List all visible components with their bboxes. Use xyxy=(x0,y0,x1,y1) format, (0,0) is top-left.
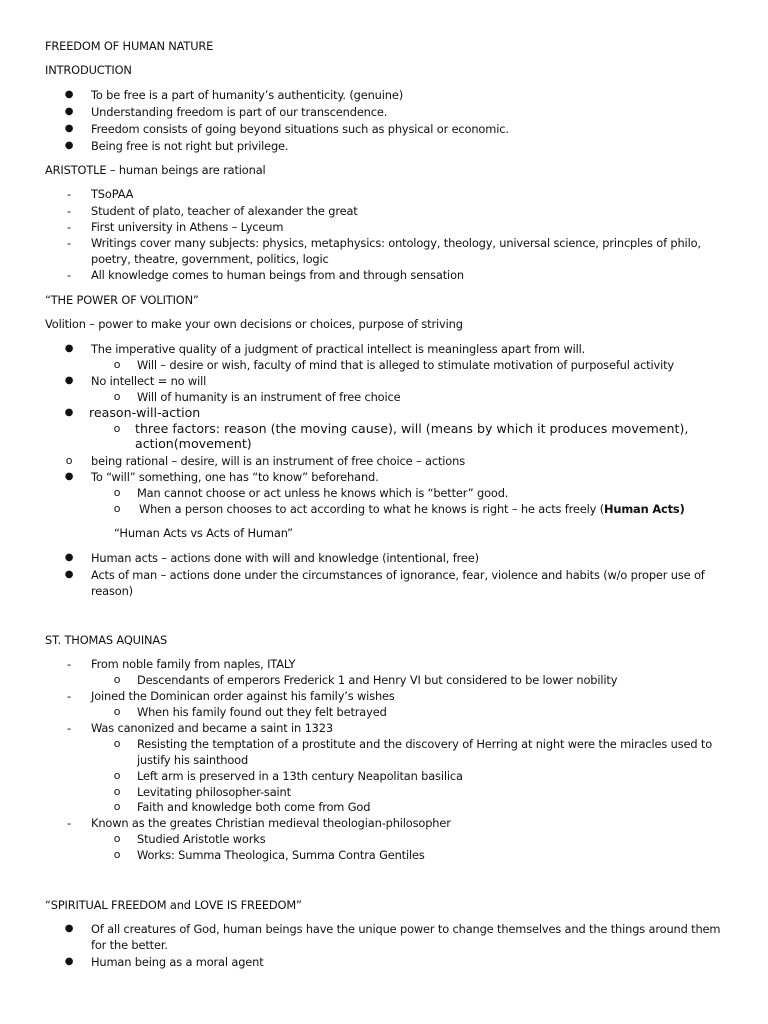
document-page: FREEDOM OF HUMAN NATURE INTRODUCTION ● To be free is a part of humanity’s authenticity. (genuine) ● Understanding freedom is part of our transcendence. ● Freedom consists of going beyond situations such as physical or economic. ● Being free is not right but privilege. ARISTOTLE – human beings are rational - TSoPAA - Student of plato, teacher of alexander the great - First university in Athens – Lyceum - Writings cover many subjects: physics, metaphysics: ontology, theology, universal science, princples of philo, poetry, theatre, government, politics, logic - All knowledge comes to human beings from and through sensation “THE POWER OF VOLITION” Volition – power to make your own decisions or choices, purpose of striving ● The imperative quality of a judgment of practical intellect is meaningless apart from will. o Will – desire or wish, faculty of mind that is alleged to stimulate motivation of purposeful activity ● No intellect = no will o Will of humanity is an instrument of free choice ● reason-will-action o three factors: reason (the moving cause), will (means by which it produces movement), action(movement) o being rational – desire, will is an instrument of free choice – actions ● To “will” something, one has “to know” beforehand. o Man cannot choose or act unless he knows which is “better” good. o When a person chooses to act according to what he knows is right – he acts freely (Human Acts) “Human Acts vs Acts of Human” ● Human acts – actions done with will and knowledge (intentional, free) ● Acts of man – actions done under the circumstances of ignorance, fear, violence and habits (w/o proper use of reason) ST. THOMAS AQUINAS - From noble family from naples, ITALY o Descendants of emperors Frederick 1 and Henry VI but considered to be lower nobility - Joined the Dominican order against his family’s wishes o When his family found out they felt betrayed - Was canonized and became a saint in 1323 o Resisting the temptation of a prostitute and the discovery of Herring at night were the miracles used to justify his sainthood o Left arm is preserved in a 13th century Neapolitan basilica o Levitating philosopher-saint o Faith and knowledge both come from God - Known as the greates Christian medieval theologian-philosopher o Studied Aristotle works o Works: Summa Theologica, Summa Contra Gentiles “SPIRITUAL FREEDOM and LOVE IS FREEDOM” ● Of all creatures of God, human beings have the unique power to change themselves and the things around them for the better. ● Human being as a moral agent xyxy=(45,39,721,969)
bullet-icon: ● xyxy=(64,552,74,563)
circle-bullet-icon: o xyxy=(113,832,121,845)
dash-icon: - xyxy=(67,721,71,735)
dash-icon: - xyxy=(67,657,71,671)
circle-bullet-icon: o xyxy=(65,454,73,467)
circle-bullet-icon: o xyxy=(113,737,121,750)
dash-icon: - xyxy=(67,268,71,282)
bullet-icon: ● xyxy=(64,140,74,151)
circle-bullet-icon: o xyxy=(113,769,121,782)
bullet-icon: ● xyxy=(64,923,74,934)
dash-icon: - xyxy=(67,689,71,703)
circle-bullet-icon: o xyxy=(113,358,121,371)
circle-bullet-icon: o xyxy=(113,390,121,403)
bullet-icon: ● xyxy=(64,89,74,100)
circle-bullet-icon: o xyxy=(113,422,121,435)
bullet-icon: ● xyxy=(64,956,74,967)
circle-bullet-icon: o xyxy=(113,848,121,861)
bullet-icon: ● xyxy=(64,106,74,117)
circle-bullet-icon: o xyxy=(113,502,121,515)
circle-bullet-icon: o xyxy=(113,785,121,798)
dash-icon: - xyxy=(67,220,71,234)
bullet-icon: ● xyxy=(64,343,74,354)
dash-icon: - xyxy=(67,187,71,201)
circle-bullet-icon: o xyxy=(113,705,121,718)
bullet-icon: ● xyxy=(64,569,74,580)
bullet-icon: ● xyxy=(64,471,74,482)
circle-bullet-icon: o xyxy=(113,800,121,813)
circle-bullet-icon: o xyxy=(113,673,121,686)
bullet-icon: ● xyxy=(64,407,74,418)
circle-bullet-icon: o xyxy=(113,486,121,499)
bullet-icon: ● xyxy=(64,123,74,134)
bullet-icon: ● xyxy=(64,375,74,386)
dash-icon: - xyxy=(67,236,71,250)
dash-icon: - xyxy=(67,816,71,830)
dash-icon: - xyxy=(67,204,71,218)
